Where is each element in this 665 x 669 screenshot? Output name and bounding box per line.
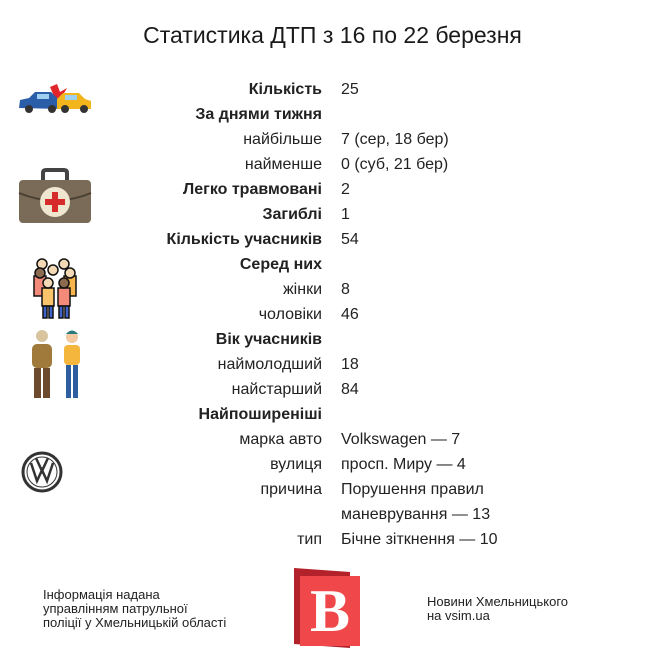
- stat-value: просп. Миру — 4: [341, 456, 466, 473]
- stat-label: За днями тижня: [195, 106, 322, 123]
- stat-label: тип: [297, 531, 322, 548]
- stat-row: [0, 502, 665, 527]
- stat-row: [0, 327, 665, 352]
- stat-row: [0, 177, 665, 202]
- stat-row: [0, 127, 665, 152]
- stat-row: [0, 452, 665, 477]
- stat-row: [0, 252, 665, 277]
- volkswagen-logo-icon: [21, 451, 63, 493]
- stat-row: [0, 377, 665, 402]
- stat-value: 7 (сер, 18 бер): [341, 131, 449, 148]
- stat-label: найменше: [244, 156, 322, 173]
- stat-value: 54: [341, 231, 359, 248]
- source-line: Інформація надана: [43, 587, 160, 602]
- source-credit: [43, 588, 226, 630]
- stat-value: Бічне зіткнення — 10: [341, 531, 498, 548]
- stat-row: [0, 77, 665, 102]
- stat-row: [0, 152, 665, 177]
- stat-value: 1: [341, 206, 350, 223]
- stat-row: [0, 402, 665, 427]
- stat-row: [0, 102, 665, 127]
- stat-label: найстарший: [231, 381, 322, 398]
- stat-label: Загиблі: [262, 206, 322, 223]
- stat-value: 46: [341, 306, 359, 323]
- stat-value: 25: [341, 81, 359, 98]
- stat-value: 8: [341, 281, 350, 298]
- stat-row: [0, 277, 665, 302]
- stat-value: маневрування — 13: [341, 506, 491, 523]
- old-and-young-man-icon: [28, 328, 84, 402]
- stat-value: 2: [341, 181, 350, 198]
- stat-label: вулиця: [270, 456, 322, 473]
- stat-row: [0, 352, 665, 377]
- vsim-logo[interactable]: [294, 570, 364, 648]
- first-aid-kit-icon: [18, 168, 92, 224]
- stat-label: Кількість: [248, 81, 322, 98]
- stat-label: Вік учасників: [215, 331, 322, 348]
- stat-row: [0, 202, 665, 227]
- stat-row: [0, 527, 665, 552]
- stat-value: 18: [341, 356, 359, 373]
- page-title: Статистика ДТП з 16 по 22 березня: [143, 22, 522, 48]
- stat-label: Найпоширеніші: [198, 406, 322, 423]
- stat-label: наймолодший: [217, 356, 322, 373]
- stat-label: Серед них: [239, 256, 322, 273]
- stat-label: найбільше: [243, 131, 322, 148]
- stat-label: жінки: [282, 281, 322, 298]
- stat-row: [0, 427, 665, 452]
- stat-label: чоловіки: [258, 306, 322, 323]
- source-line: управлінням патрульної: [43, 601, 188, 616]
- people-group-icon: [28, 256, 84, 320]
- stat-row: [0, 227, 665, 252]
- site-line: Новини Хмельницького: [427, 594, 569, 609]
- site-link[interactable]: на vsim.ua: [427, 608, 490, 623]
- stat-value: 84: [341, 381, 359, 398]
- stat-label: Легко травмовані: [183, 181, 322, 198]
- source-line: поліції у Хмельницькій області: [43, 615, 227, 630]
- logo-letter: B: [309, 578, 351, 644]
- site-credit: [427, 595, 568, 623]
- car-crash-icon: [17, 82, 93, 114]
- stat-value: Порушення правил: [341, 481, 484, 498]
- stat-label: Кількість учасників: [166, 231, 322, 248]
- stat-value: 0 (суб, 21 бер): [341, 156, 449, 173]
- stat-row: [0, 477, 665, 502]
- stat-row: [0, 302, 665, 327]
- stat-label: причина: [260, 481, 322, 498]
- stat-value: Volkswagen — 7: [341, 431, 461, 448]
- stat-label: марка авто: [239, 431, 322, 448]
